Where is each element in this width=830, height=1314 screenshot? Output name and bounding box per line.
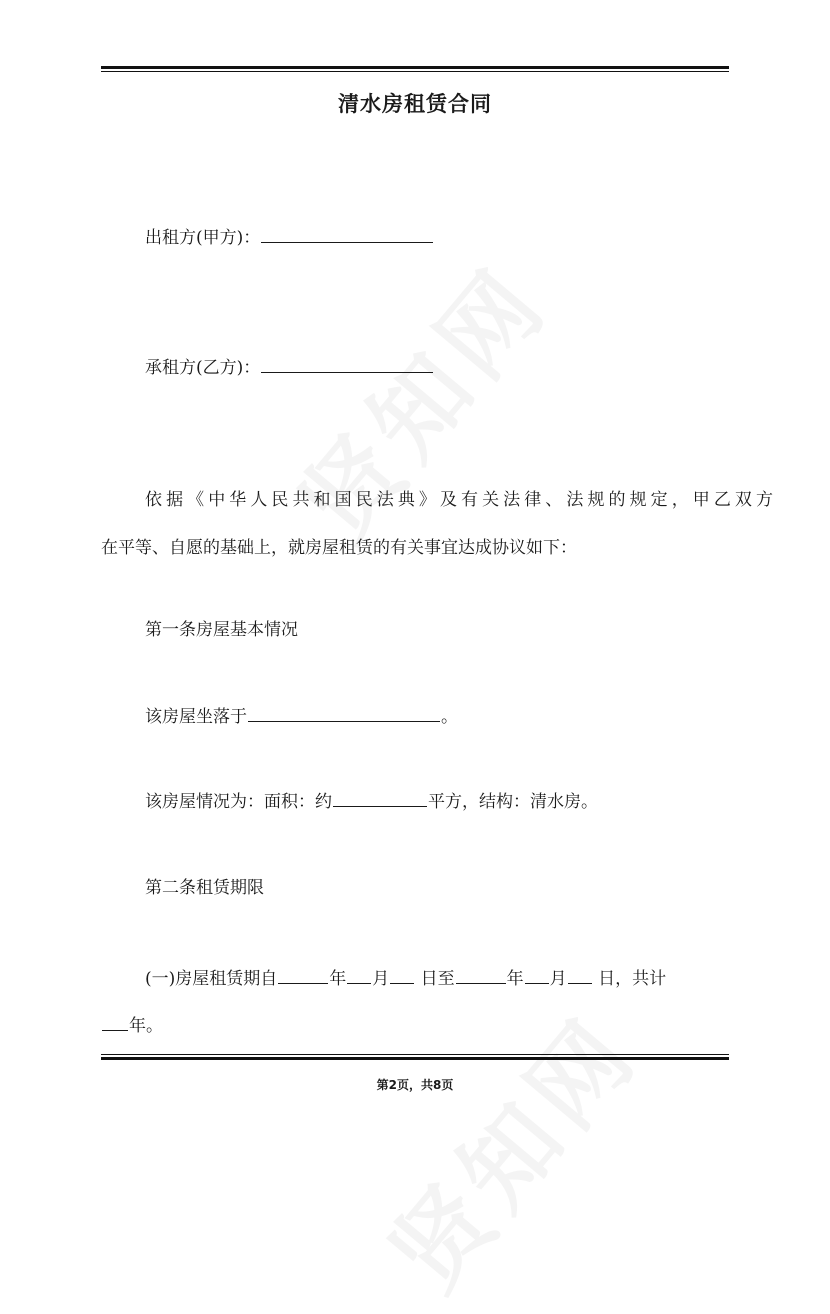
location-suffix: 。 [441, 707, 458, 727]
footer-rule [101, 1054, 729, 1055]
term-total-line [101, 1006, 729, 1046]
preamble-line-1: 依据《中华人民共和国民法典》及有关法律、法规的规定，甲乙双方 [145, 490, 773, 510]
location-blank [248, 704, 440, 722]
document-title: 清水房租赁合同 [338, 92, 492, 116]
start-year-label: 年 [329, 969, 347, 989]
condition-prefix: 该房屋情况为：面积：约 [145, 792, 332, 812]
lessor-blank [261, 225, 433, 243]
lessee-line [101, 348, 773, 388]
lessor-label: 出租方(甲方)： [145, 228, 261, 248]
end-month-blank [525, 966, 549, 984]
lessee-blank [261, 355, 433, 373]
location-line [101, 697, 773, 737]
page-number: 第2页，共8页 [376, 1078, 454, 1092]
start-day-blank [390, 966, 414, 984]
total-years-label: 年。 [129, 1016, 163, 1036]
article-2-heading: 第二条租赁期限 [145, 878, 264, 898]
preamble-line-2: 在平等、自愿的基础上，就房屋租赁的有关事宜达成协议如下： [101, 538, 577, 558]
condition-line [101, 782, 773, 822]
end-year-label: 年 [506, 969, 524, 989]
end-day-blank [568, 966, 592, 984]
term-line [101, 959, 773, 999]
header-rule [101, 66, 729, 69]
end-month-label: 月 [549, 969, 567, 989]
term-prefix: (一)房屋租赁期自 [145, 969, 278, 989]
start-month-blank [347, 966, 371, 984]
start-month-label: 月 [372, 969, 390, 989]
end-day-label: 日，共计 [592, 969, 667, 989]
condition-suffix: 平方，结构：清水房。 [428, 792, 598, 812]
lessee-label: 承租方(乙方)： [145, 358, 261, 378]
start-year-blank [278, 966, 328, 984]
start-day-label: 日至 [415, 969, 455, 989]
total-years-blank [102, 1013, 128, 1031]
end-year-blank [456, 966, 506, 984]
article-1-heading: 第一条房屋基本情况 [145, 620, 298, 640]
location-prefix: 该房屋坐落于 [145, 707, 247, 727]
lessor-line [101, 218, 773, 258]
area-blank [333, 789, 427, 807]
